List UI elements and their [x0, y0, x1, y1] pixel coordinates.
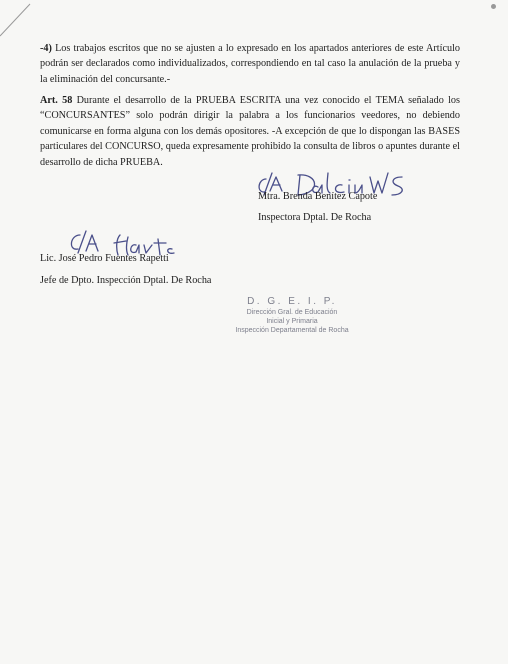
institution-stamp — [222, 295, 362, 335]
stamp-line-4: Inspección Departamental de Rocha — [235, 327, 349, 334]
paragraph-4-label: -4) — [40, 43, 52, 54]
article-58-paragraph — [40, 93, 460, 170]
signatory-2-name: Lic. José Pedro Fuentes Rapetti — [40, 253, 169, 264]
paragraph-4 — [40, 41, 460, 87]
signatory-1-name: Mtra. Brenda Benítez Capote — [258, 191, 378, 202]
stamp-line-1: D. G. E. I. P. — [247, 296, 337, 307]
paper-speck — [491, 4, 496, 9]
signatory-2-role: Jefe de Dpto. Inspección Dptal. De Rocha — [40, 275, 212, 286]
stamp-line-2: Dirección Gral. de Educación — [246, 309, 338, 316]
article-58-label: Art. 58 — [40, 95, 73, 106]
signatory-1-role: Inspectora Dptal. De Rocha — [258, 212, 372, 223]
article-58-text: Durante el desarrollo de la PRUEBA ESCRITA una vez conocido el TEMA señalado los “CONCURSANTES” solo podrán dirigir la palabra a los funcionarios veedores, no debiendo comunicarse en forma alguna con los demás opositores. -A excepción de que lo dispongan las BASES particulares del CONCURSO, queda expresamente prohibido la consulta de libros o apuntes durante el desarrollo de dicha PRUEBA. — [40, 95, 460, 168]
stamp-line-3: Inicial y Primaria — [266, 318, 318, 325]
folded-corner-mark — [0, 0, 40, 40]
paragraph-4-text: Los trabajos escritos que no se ajusten a lo expresado en los apartados anteriores de este Artículo podrán ser declarados como individualizados, correspondiendo en tal caso la anulación de la prueba y la eliminación del concursante.- — [40, 43, 460, 85]
